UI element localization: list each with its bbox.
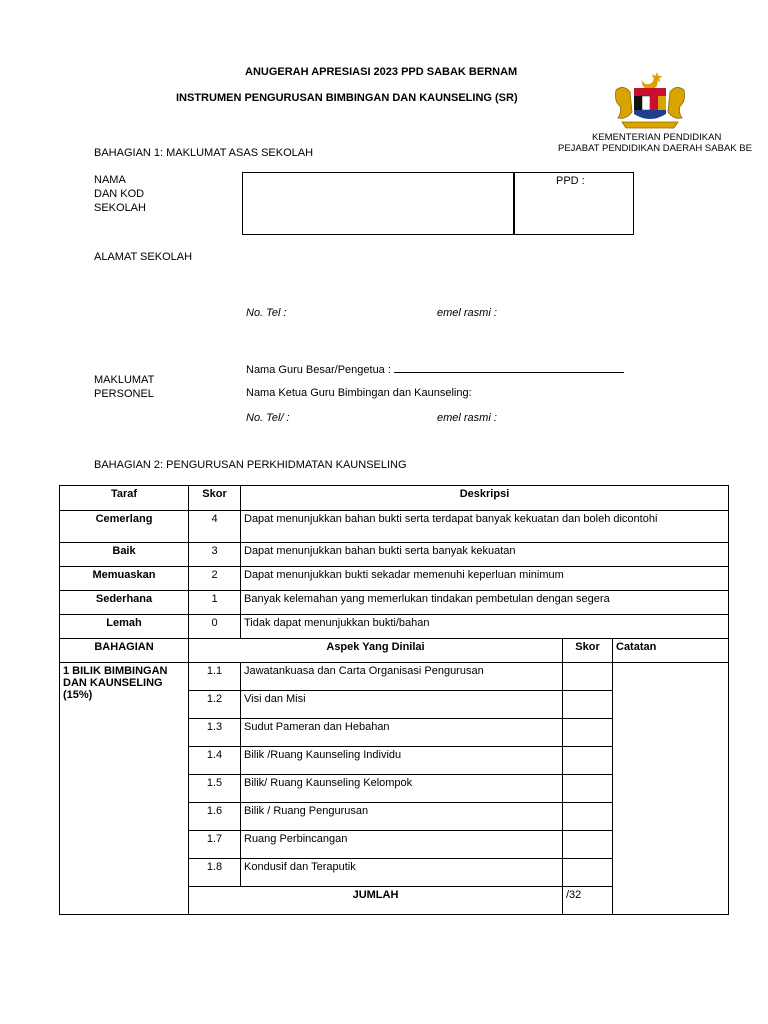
level-deskripsi: Banyak kelemahan yang memerlukan tindakan pembetulan dengan segera	[241, 591, 729, 615]
aspect-number: 1.6	[189, 803, 241, 831]
aspect-text: Sudut Pameran dan Hebahan	[241, 719, 563, 747]
aspect-text: Bilik/ Ruang Kaunseling Kelompok	[241, 775, 563, 803]
level-deskripsi: Tidak dapat menunjukkan bukti/bahan	[241, 615, 729, 639]
counselor-head-label: Nama Ketua Guru Bimbingan dan Kaunseling:	[246, 387, 472, 399]
level-taraf: Sederhana	[60, 591, 189, 615]
aspect-score-cell[interactable]	[563, 775, 613, 803]
ppd-field[interactable]	[513, 172, 634, 235]
headmaster-name-label: Nama Guru Besar/Pengetua :	[246, 364, 391, 376]
total-label: JUMLAH	[189, 887, 563, 915]
level-row	[60, 511, 729, 543]
personnel-label: MAKLUMAT	[94, 374, 155, 386]
aspect-text: Visi dan Misi	[241, 691, 563, 719]
aspect-number: 1.2	[189, 691, 241, 719]
level-taraf: Baik	[60, 543, 189, 567]
personnel-label-line2: PERSONEL	[94, 388, 154, 400]
level-deskripsi: Dapat menunjukkan bahan bukti serta banyak kekuatan	[241, 543, 729, 567]
level-skor: 2	[189, 567, 241, 591]
phone2-label: No. Tel/ :	[246, 412, 290, 424]
level-row	[60, 591, 729, 615]
document-title: ANUGERAH APRESIASI 2023 PPD SABAK BERNAM	[245, 66, 518, 78]
aspect-number: 1.8	[189, 859, 241, 887]
headmaster-name-field[interactable]	[246, 363, 624, 376]
level-skor: 4	[189, 511, 241, 543]
ppd-label: PPD :	[556, 175, 585, 187]
col-catatan-header: Catatan	[613, 639, 729, 663]
aspect-number: 1.7	[189, 831, 241, 859]
total-score[interactable]: /32	[563, 887, 613, 915]
school-address-label: ALAMAT SEKOLAH	[94, 251, 193, 263]
aspect-score-cell[interactable]	[563, 663, 613, 691]
level-taraf: Memuaskan	[60, 567, 189, 591]
aspect-text: Bilik / Ruang Pengurusan	[241, 803, 563, 831]
ministry-name: KEMENTERIAN PENDIDIKAN	[592, 132, 722, 143]
part2-heading: BAHAGIAN 2: PENGURUSAN PERKHIDMATAN KAUNSELING	[94, 459, 407, 471]
aspect-score-cell[interactable]	[563, 719, 613, 747]
email2-label: emel rasmi :	[437, 412, 497, 424]
aspect-number: 1.3	[189, 719, 241, 747]
aspect-score-cell[interactable]	[563, 831, 613, 859]
catatan-cell[interactable]	[613, 663, 729, 915]
aspect-text: Bilik /Ruang Kaunseling Individu	[241, 747, 563, 775]
aspect-row	[60, 663, 729, 691]
col-deskripsi-header: Deskripsi	[241, 486, 729, 511]
level-taraf: Cemerlang	[60, 511, 189, 543]
aspect-number: 1.4	[189, 747, 241, 775]
aspect-text: Ruang Perbincangan	[241, 831, 563, 859]
school-name-label: NAMA	[94, 174, 126, 186]
level-deskripsi: Dapat menunjukkan bahan bukti serta terdapat banyak kekuatan dan boleh dicontohi	[241, 511, 729, 543]
col-aspek-header: Aspek Yang Dinilai	[189, 639, 563, 663]
document-subtitle: INSTRUMEN PENGURUSAN BIMBINGAN DAN KAUNSELING (SR)	[176, 92, 518, 104]
aspect-number: 1.1	[189, 663, 241, 691]
school-name-label-line3: SEKOLAH	[94, 202, 146, 214]
school-name-label-line2: DAN KOD	[94, 188, 145, 200]
level-skor: 0	[189, 615, 241, 639]
aspect-score-cell[interactable]	[563, 747, 613, 775]
aspect-text: Jawatankuasa dan Carta Organisasi Pengurusan	[241, 663, 563, 691]
assessment-table	[59, 485, 729, 915]
col-skor2-header: Skor	[563, 639, 613, 663]
col-bahagian-header: BAHAGIAN	[60, 639, 189, 663]
aspect-number: 1.5	[189, 775, 241, 803]
aspect-text: Kondusif dan Teraputik	[241, 859, 563, 887]
col-skor-header: Skor	[189, 486, 241, 511]
level-taraf: Lemah	[60, 615, 189, 639]
level-row	[60, 543, 729, 567]
school-name-field[interactable]	[242, 172, 515, 235]
section-label: 1 BILIK BIMBINGAN DAN KAUNSELING (15%)	[60, 663, 189, 915]
level-skor: 1	[189, 591, 241, 615]
malaysia-coat-of-arms-icon	[612, 70, 688, 132]
aspect-score-cell[interactable]	[563, 691, 613, 719]
level-row	[60, 567, 729, 591]
part1-heading: BAHAGIAN 1: MAKLUMAT ASAS SEKOLAH	[94, 147, 314, 159]
level-skor: 3	[189, 543, 241, 567]
level-deskripsi: Dapat menunjukkan bukti sekadar memenuhi keperluan minimum	[241, 567, 729, 591]
col-taraf-header: Taraf	[60, 486, 189, 511]
level-row	[60, 615, 729, 639]
email-label: emel rasmi :	[437, 307, 497, 319]
aspect-score-cell[interactable]	[563, 859, 613, 887]
headmaster-name-line[interactable]	[394, 363, 624, 373]
phone-label: No. Tel :	[246, 307, 287, 319]
aspect-score-cell[interactable]	[563, 803, 613, 831]
district-office-name: PEJABAT PENDIDIKAN DAERAH SABAK BE	[558, 143, 752, 154]
